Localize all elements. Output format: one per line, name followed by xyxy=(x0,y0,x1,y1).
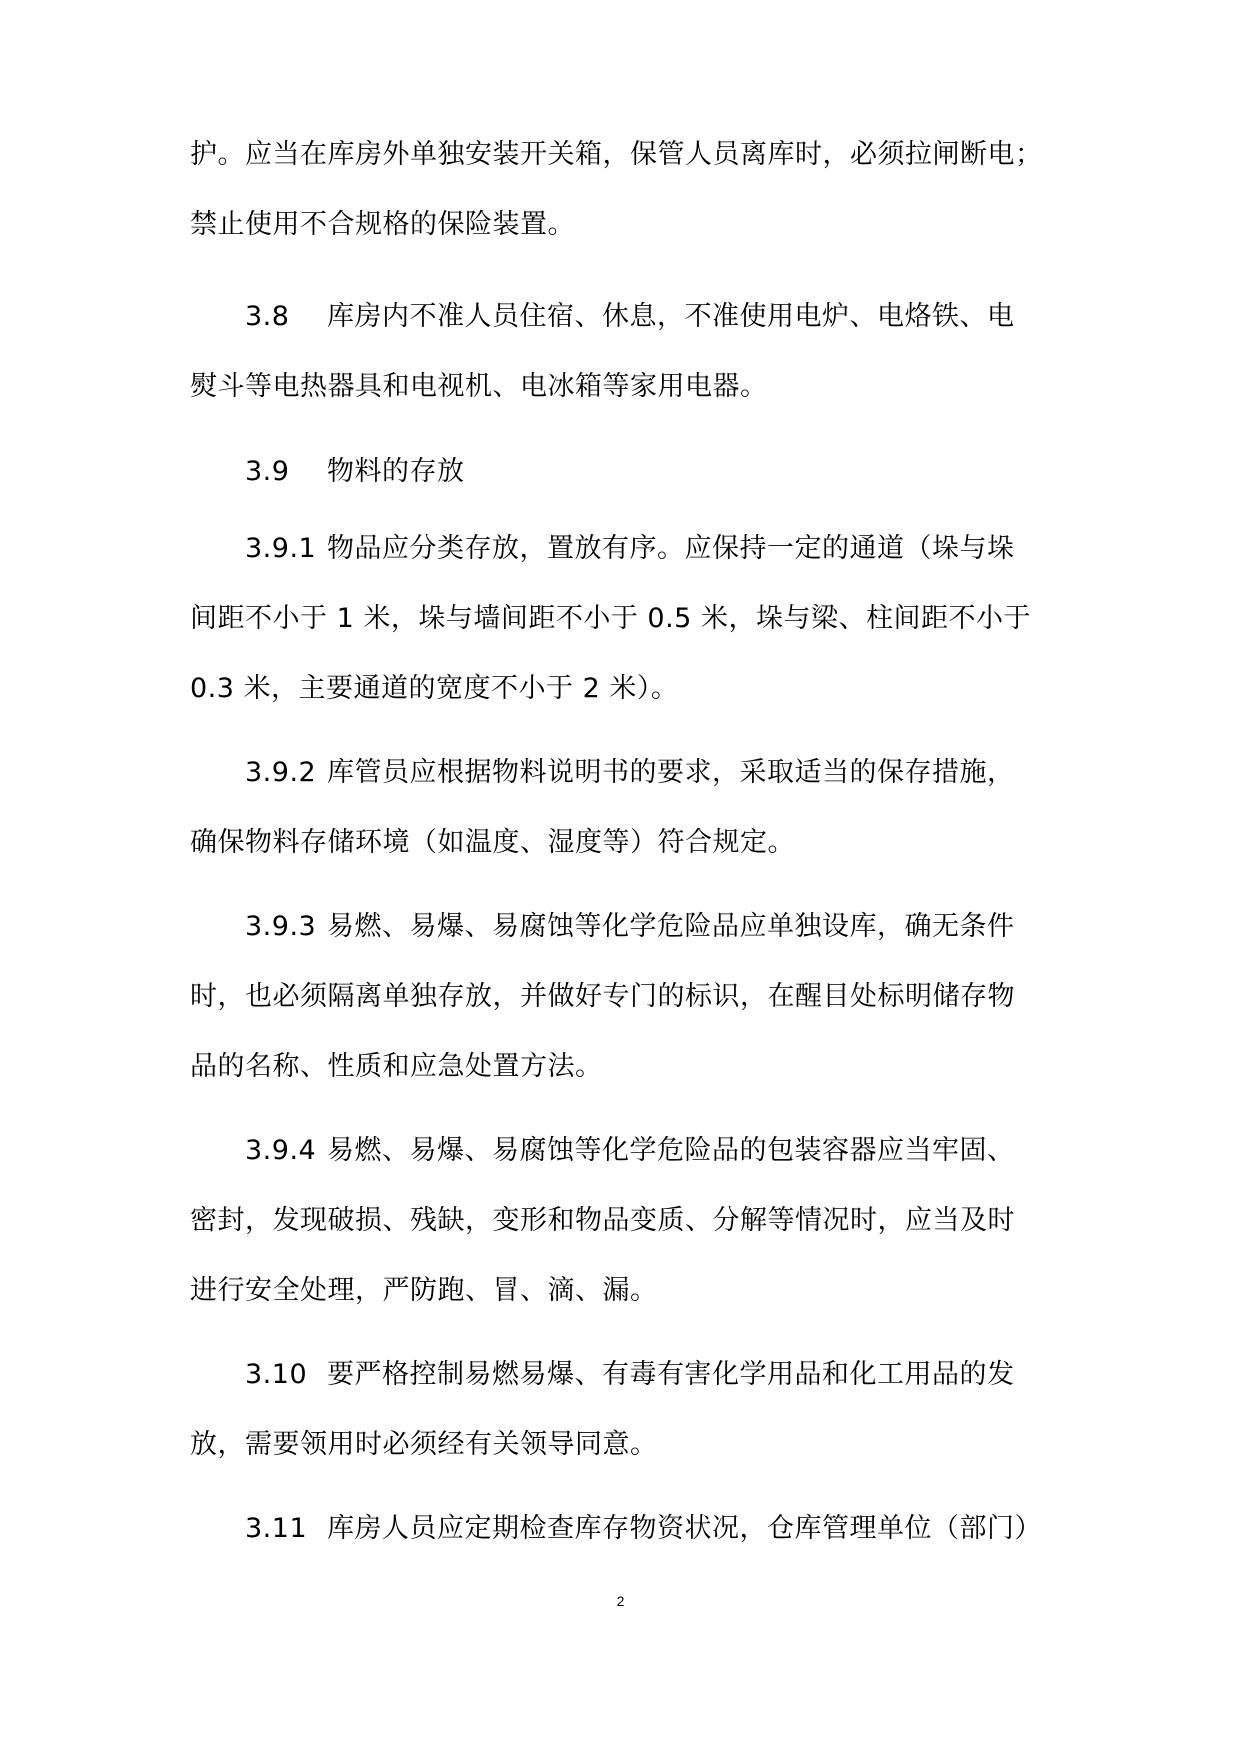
section-3-10 xyxy=(245,1357,1125,1393)
text-line: 确保物料存储环境（如温度、湿度等）符合规定。 xyxy=(190,827,795,858)
section-3-9-3 xyxy=(245,909,1125,945)
text-line: 护。应当在库房外单独安装开关箱，保管人员离库时，必须拉闸断电； xyxy=(190,139,1043,170)
section-text: 库房内不准人员住宿、休息，不准使用电炉、电烙铁、电 xyxy=(327,301,1015,332)
text-line: 品的名称、性质和应急处置方法。 xyxy=(190,1051,603,1082)
text-line: 间距不小于 1 米，垛与墙间距不小于 0.5 米，垛与梁、柱间距不小于 xyxy=(190,603,1031,634)
section-number: 3.10 xyxy=(245,1359,308,1390)
section-number: 3.9.4 xyxy=(245,1135,317,1166)
section-number: 3.9 xyxy=(245,456,290,487)
section-text: 易燃、易爆、易腐蚀等化学危险品应单独设库，确无条件 xyxy=(327,911,1015,942)
section-number: 3.9.1 xyxy=(245,533,317,564)
section-number: 3.8 xyxy=(245,301,290,332)
text-line: 禁止使用不合规格的保险装置。 xyxy=(190,209,575,240)
text-line: 进行安全处理，严防跑、冒、滴、漏。 xyxy=(190,1275,658,1306)
text-line: 时，也必须隔离单独存放，并做好专门的标识，在醒目处标明储存物 xyxy=(190,981,1015,1012)
section-text: 库管员应根据物料说明书的要求，采取适当的保存措施， xyxy=(327,757,1015,788)
page-number: 2 xyxy=(616,1593,625,1609)
section-3-9-2 xyxy=(245,755,1125,791)
section-3-11 xyxy=(245,1511,1125,1547)
section-text: 物品应分类存放，置放有序。应保持一定的通道（垛与垛 xyxy=(327,533,1015,564)
text-line: 0.3 米，主要通道的宽度不小于 2 米）。 xyxy=(190,673,679,704)
section-number: 3.11 xyxy=(245,1513,308,1544)
section-text: 要严格控制易燃易爆、有毒有害化学用品和化工用品的发 xyxy=(327,1359,1015,1390)
text-line: 密封，发现破损、残缺，变形和物品变质、分解等情况时，应当及时 xyxy=(190,1205,1015,1236)
section-3-8 xyxy=(245,299,1125,335)
section-text: 易燃、易爆、易腐蚀等化学危险品的包装容器应当牢固、 xyxy=(327,1135,1015,1166)
section-number: 3.9.3 xyxy=(245,911,317,942)
section-text: 库房人员应定期检查库存物资状况，仓库管理单位（部门） xyxy=(327,1513,1042,1544)
section-number: 3.9.2 xyxy=(245,757,317,788)
section-3-9 xyxy=(245,454,1125,490)
text-line: 放，需要领用时必须经有关领导同意。 xyxy=(190,1429,658,1460)
text-line: 熨斗等电热器具和电视机、电冰箱等家用电器。 xyxy=(190,371,768,402)
section-3-9-1 xyxy=(245,531,1125,567)
section-text: 物料的存放 xyxy=(327,456,465,487)
section-3-9-4 xyxy=(245,1133,1125,1169)
